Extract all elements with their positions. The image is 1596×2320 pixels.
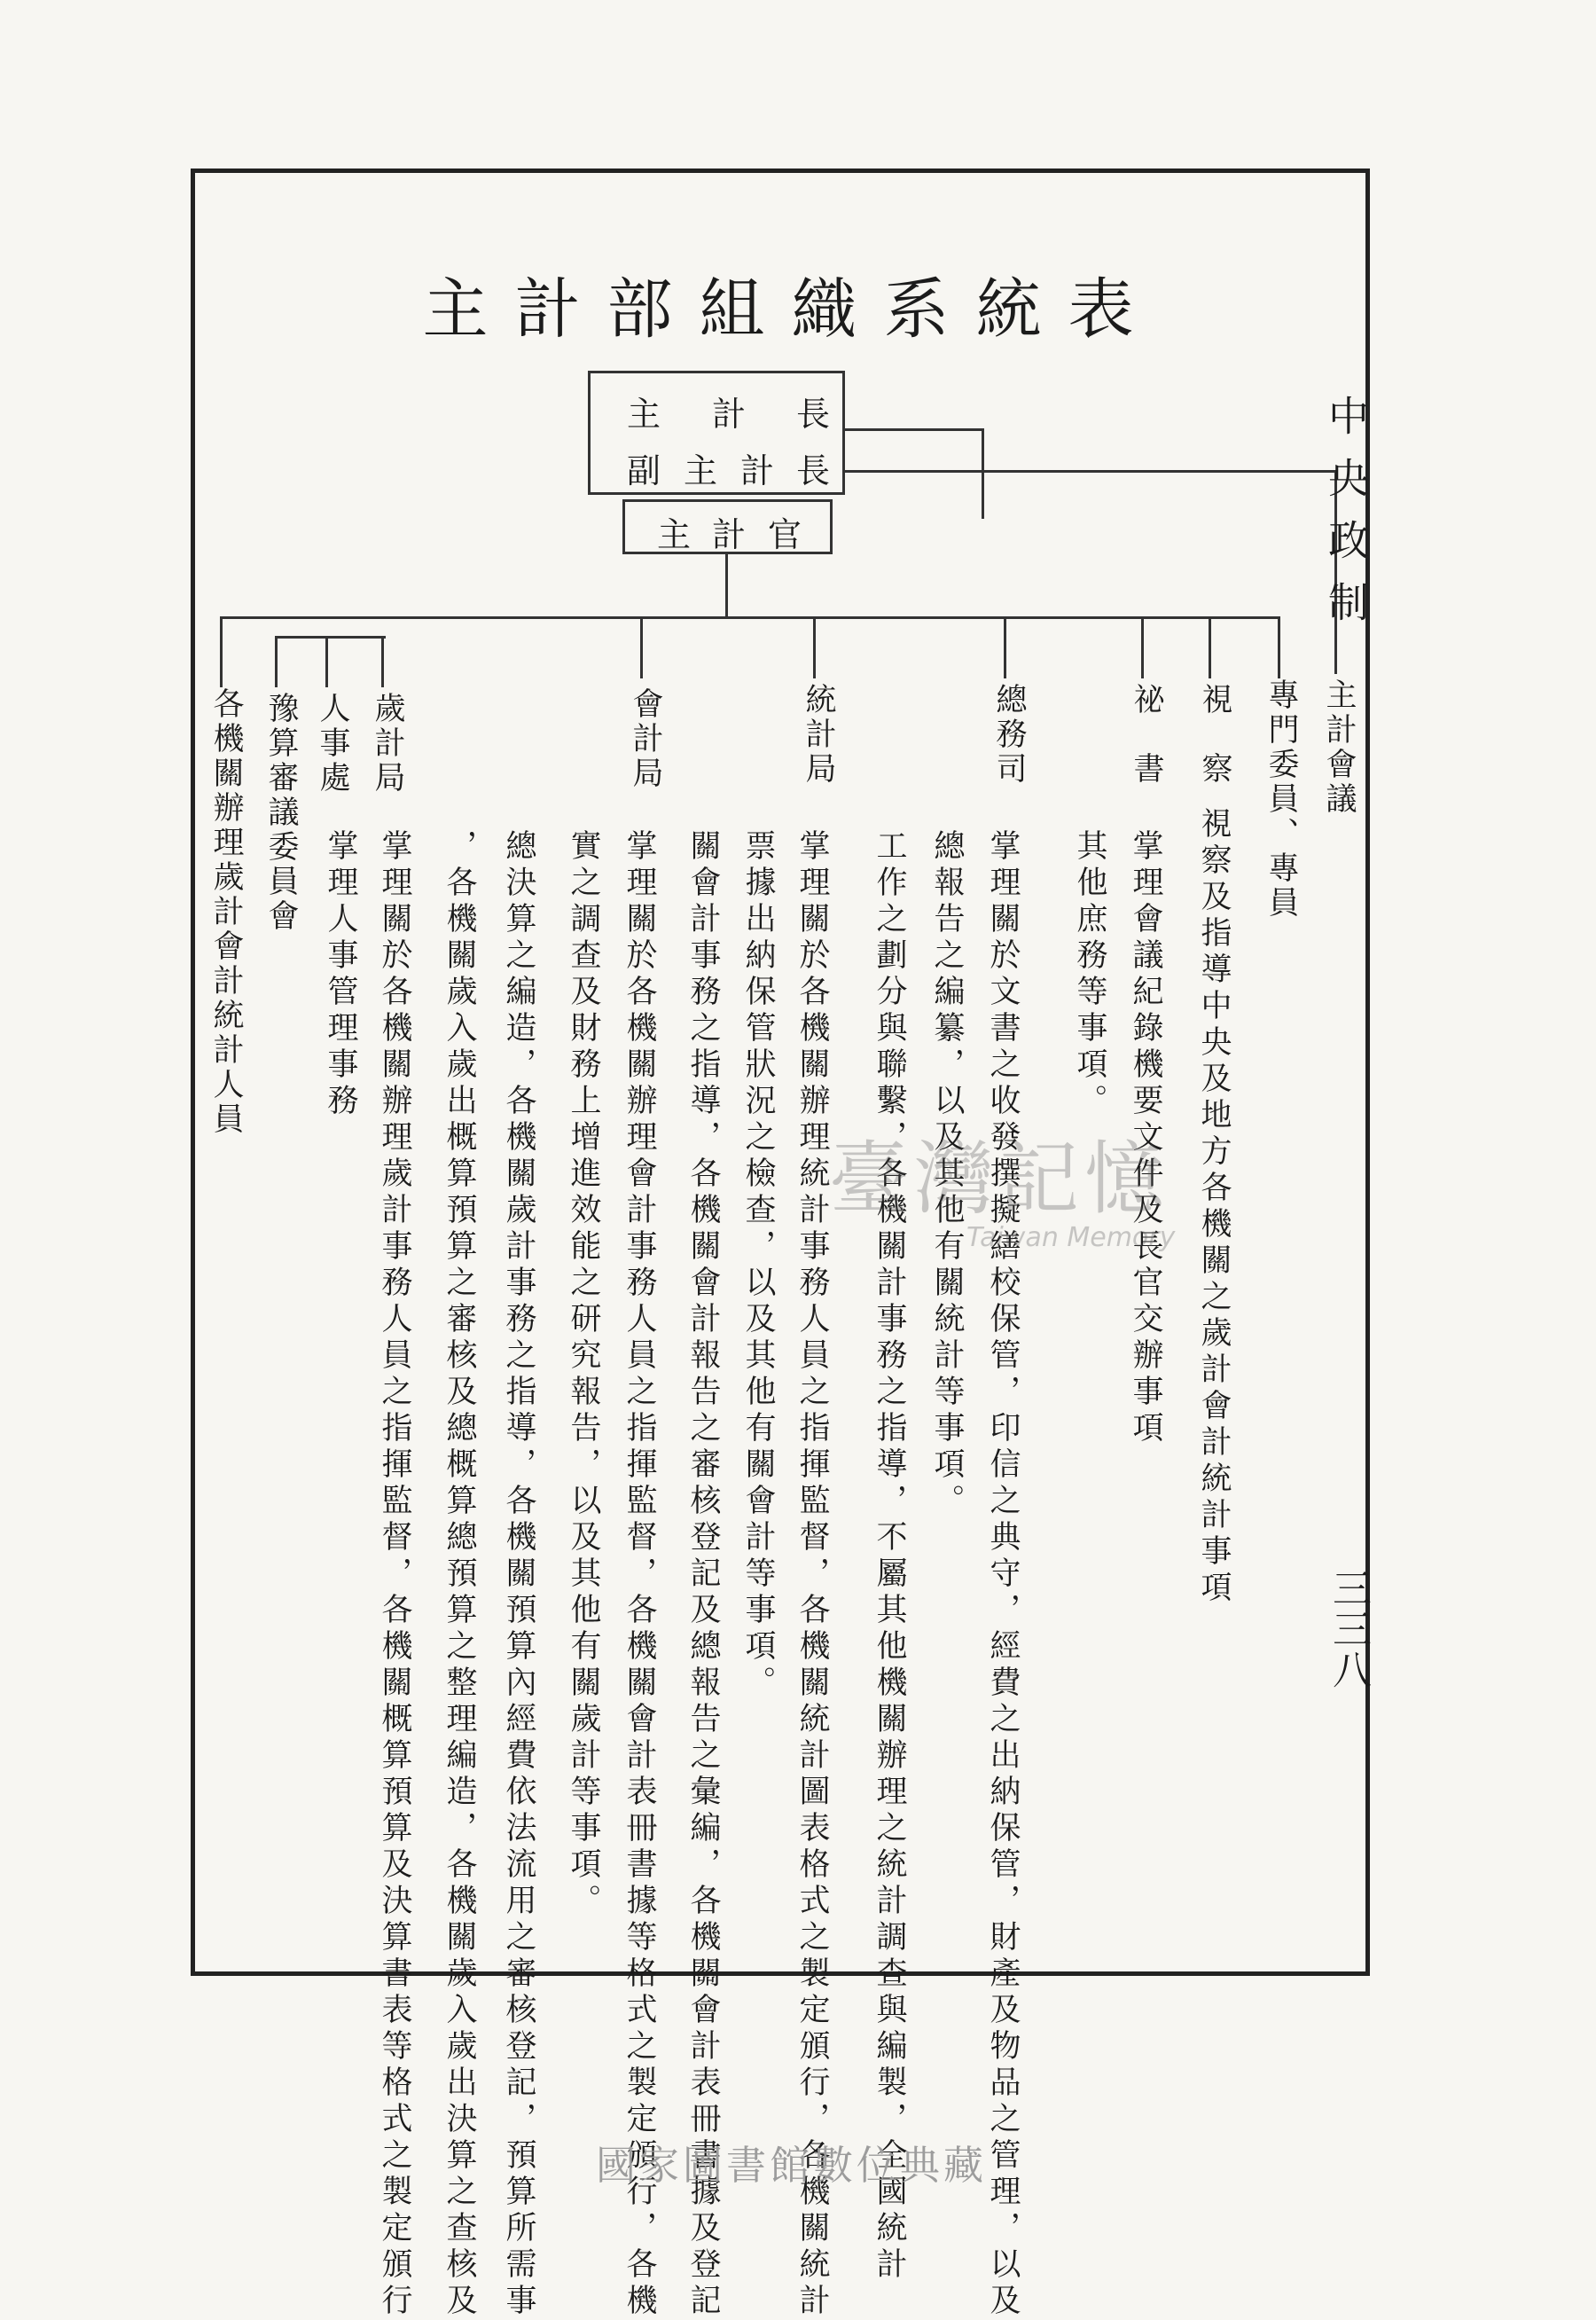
officer-char: 主 bbox=[657, 515, 692, 554]
deputy-char: 長 bbox=[796, 451, 831, 490]
connector-line bbox=[275, 636, 386, 639]
duty-text: 掌理關於各機關辦理會計事務人員之指揮監督，各機關會計表冊書據等格式之製定頒行，各機 bbox=[622, 829, 657, 2320]
column-header: 主計會議 bbox=[1321, 678, 1357, 817]
duty-text: ，各機關歲入歲出概算預算之審核及總概算總預算之整理編造，各機關歲入歲出決算之查核及 bbox=[442, 829, 477, 2320]
duty-text: 工作之劃分與聯繫，各機關計事務之指導，不屬其他機關辦理之統計調查與編製，全國統計 bbox=[872, 829, 907, 2284]
connector-line bbox=[982, 428, 984, 519]
deputy-char: 副 bbox=[627, 451, 661, 490]
column-header: 會計局 bbox=[628, 687, 663, 791]
column-header: 統計局 bbox=[801, 683, 836, 787]
connector-line bbox=[1141, 616, 1144, 678]
column-header: 總務司 bbox=[991, 683, 1027, 787]
column-header: 各機關辦理歲計會計統計人員 bbox=[208, 687, 244, 1137]
column-header: 祕 書 bbox=[1129, 683, 1164, 787]
column-header: 人事處 bbox=[315, 692, 350, 796]
watermark-logo bbox=[820, 1122, 1246, 1264]
duty-text: 總決算之編造，各機關歲計事務之指導，各機關預算內經費依法流用之審核登記，預算所需事 bbox=[501, 829, 536, 2320]
connector-line bbox=[813, 616, 816, 678]
section-label: 中央政制 bbox=[1322, 395, 1370, 643]
connector-line bbox=[220, 616, 223, 687]
connector-line bbox=[220, 616, 1280, 619]
duty-text: 其他庶務等事項。 bbox=[1072, 829, 1107, 1120]
footer-credit: 國家圖書館數位典藏 bbox=[595, 2142, 987, 2189]
duty-text: 視察及指導中央及地方各機關之歲計會計統計事項 bbox=[1196, 807, 1232, 1607]
chief-char: 計 bbox=[712, 395, 747, 434]
duty-text: 掌理人事管理事務 bbox=[323, 829, 358, 1120]
duty-text: 掌理關於各機關辦理歲計事務人員之指揮監督，各機關概算預算及決算書表等格式之製定頒行 bbox=[377, 829, 412, 2320]
duty-text: 掌理會議紀錄機要文件及長官交辦事項 bbox=[1128, 829, 1163, 1447]
connector-line bbox=[640, 616, 643, 678]
connector-line bbox=[1004, 616, 1006, 678]
watermark-subtext: Taiwan Memory bbox=[966, 1222, 1176, 1253]
column-header: 專門委員、專員 bbox=[1264, 678, 1299, 921]
connector-line bbox=[845, 428, 984, 431]
column-header: 歲計局 bbox=[370, 692, 405, 796]
duty-text: 關會計事務之指導，各機關會計報告之審核登記及總報告之彙編，各機關會計表冊書據及登記 bbox=[685, 829, 721, 2320]
connector-line bbox=[325, 636, 328, 687]
chief-char: 長 bbox=[796, 395, 831, 434]
page-number: 三三八 bbox=[1326, 1568, 1371, 1690]
connector-line bbox=[1209, 616, 1211, 678]
connector-line bbox=[275, 636, 278, 687]
connector-line bbox=[1278, 616, 1280, 678]
duty-text: 掌理關於文書之收發撰擬繕校保管，印信之典守，經費之出納保管，財產及物品之管理，以及 bbox=[985, 829, 1021, 2320]
connector-line bbox=[725, 554, 728, 619]
duty-text: 掌理關於各機關辦理統計事務人員之指揮監督，各機關統計圖表格式之製定頒行，各機關統計 bbox=[794, 829, 830, 2320]
deputy-char: 計 bbox=[740, 451, 775, 490]
column-header: 視 察 bbox=[1197, 683, 1232, 787]
watermark-text: 臺灣記憶 bbox=[829, 1133, 1170, 1226]
officer-char: 官 bbox=[768, 515, 802, 554]
duty-text: 實之調查及財務上增進效能之研究報告，以及其他有關歲計等事項。 bbox=[566, 829, 601, 1920]
chart-title: 主計部組織系統表 bbox=[422, 271, 1161, 348]
chief-char: 主 bbox=[627, 395, 661, 434]
column-header: 豫算審議委員會 bbox=[263, 692, 299, 934]
officer-char: 計 bbox=[712, 515, 747, 554]
connector-line bbox=[845, 470, 1337, 473]
connector-line bbox=[381, 636, 384, 687]
duty-text: 票據出納保管狀況之檢查，以及其他有關會計等事項。 bbox=[740, 829, 776, 1702]
deputy-char: 主 bbox=[684, 451, 718, 490]
duty-text: 總報告之編纂，以及其他有關統計等事項。 bbox=[929, 829, 965, 1520]
